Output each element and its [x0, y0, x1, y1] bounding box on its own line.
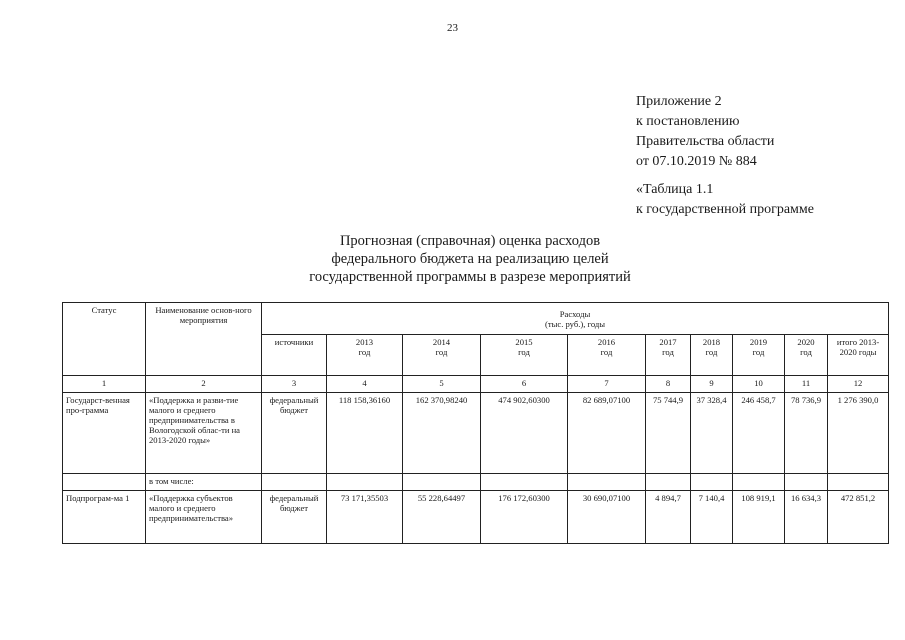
header-expenses	[262, 303, 889, 335]
row-value	[785, 474, 828, 491]
header-year: 2019 год	[733, 335, 785, 376]
expenses-table	[62, 302, 889, 544]
row-value: 30 690,07100	[568, 491, 646, 544]
table-ref-line: «Таблица 1.1	[636, 182, 714, 197]
row-value: 82 689,07100	[568, 393, 646, 474]
row-value	[327, 474, 403, 491]
row-value: 118 158,36160	[327, 393, 403, 474]
row-value: 55 228,64497	[403, 491, 481, 544]
column-number: 12	[828, 376, 889, 393]
row-value: 73 171,35503	[327, 491, 403, 544]
title-line: федерального бюджета на реализацию целей	[331, 251, 609, 267]
header-row	[63, 303, 889, 335]
header-year: 2018 год	[691, 335, 733, 376]
row-source	[262, 474, 327, 491]
column-number: 3	[262, 376, 327, 393]
header-total: итого 2013-2020 годы	[828, 335, 889, 376]
row-status	[63, 474, 146, 491]
title-line: государственной программы в разрезе мероприятий	[309, 269, 631, 285]
row-total: 1 276 390,0	[828, 393, 889, 474]
column-number: 11	[785, 376, 828, 393]
column-number: 2	[146, 376, 262, 393]
appendix-line: Приложение 2	[636, 94, 722, 109]
row-value	[691, 474, 733, 491]
header-sources: источники	[262, 335, 327, 376]
title-line: Прогнозная (справочная) оценка расходов	[339, 233, 601, 249]
column-number: 9	[691, 376, 733, 393]
appendix-line: от 07.10.2019 № 884	[636, 154, 757, 169]
appendix-line: Правительства области	[636, 134, 775, 149]
row-total	[828, 474, 889, 491]
row-name: «Поддержка субъектов малого и среднего предпринимательства»	[146, 491, 262, 544]
expenses-unit: (тыс. руб.), годы	[544, 318, 606, 329]
row-value	[568, 474, 646, 491]
row-value: 108 919,1	[733, 491, 785, 544]
row-source: федеральный бюджет	[262, 491, 327, 544]
header-status: Статус	[63, 303, 146, 376]
row-value: 78 736,9	[785, 393, 828, 474]
header-name: Наименование основ-ного мероприятия	[146, 303, 262, 376]
row-source: федеральный бюджет	[262, 393, 327, 474]
row-value: 246 458,7	[733, 393, 785, 474]
column-number: 7	[568, 376, 646, 393]
column-number: 6	[481, 376, 568, 393]
table-reference	[636, 180, 814, 220]
row-value	[646, 474, 691, 491]
header-year: 2020 год	[785, 335, 828, 376]
column-number: 1	[63, 376, 146, 393]
row-status: Государст-венная про-грамма	[63, 393, 146, 474]
expenses-label: Расходы	[559, 308, 591, 319]
table-row	[63, 491, 889, 544]
appendix-block	[636, 92, 774, 172]
page-number: 23	[447, 22, 458, 34]
column-number: 10	[733, 376, 785, 393]
row-value: 37 328,4	[691, 393, 733, 474]
row-value: 7 140,4	[691, 491, 733, 544]
header-year: 2014 год	[403, 335, 481, 376]
row-total: 472 851,2	[828, 491, 889, 544]
column-number: 8	[646, 376, 691, 393]
row-name: «Поддержка и разви-тие малого и среднего предпринимательства в Вологодской облас-ти на 2013-2020 годы»	[146, 393, 262, 474]
row-status: Подпрограм-ма 1	[63, 491, 146, 544]
header-year: 2016 год	[568, 335, 646, 376]
header-year: 2017 год	[646, 335, 691, 376]
document-title	[280, 232, 660, 286]
row-value	[403, 474, 481, 491]
column-number: 5	[403, 376, 481, 393]
appendix-line: к постановлению	[636, 114, 740, 129]
row-value: 75 744,9	[646, 393, 691, 474]
row-value: 4 894,7	[646, 491, 691, 544]
table-ref-line: к государственной программе	[636, 202, 814, 217]
table-row	[63, 393, 889, 474]
row-value: 16 634,3	[785, 491, 828, 544]
header-year: 2013 год	[327, 335, 403, 376]
table-row	[63, 474, 889, 491]
column-number: 4	[327, 376, 403, 393]
row-value	[733, 474, 785, 491]
row-value: 474 902,60300	[481, 393, 568, 474]
row-value	[481, 474, 568, 491]
row-value: 162 370,98240	[403, 393, 481, 474]
header-year: 2015 год	[481, 335, 568, 376]
column-number-row	[63, 376, 889, 393]
row-value: 176 172,60300	[481, 491, 568, 544]
row-name: в том числе:	[146, 474, 262, 491]
